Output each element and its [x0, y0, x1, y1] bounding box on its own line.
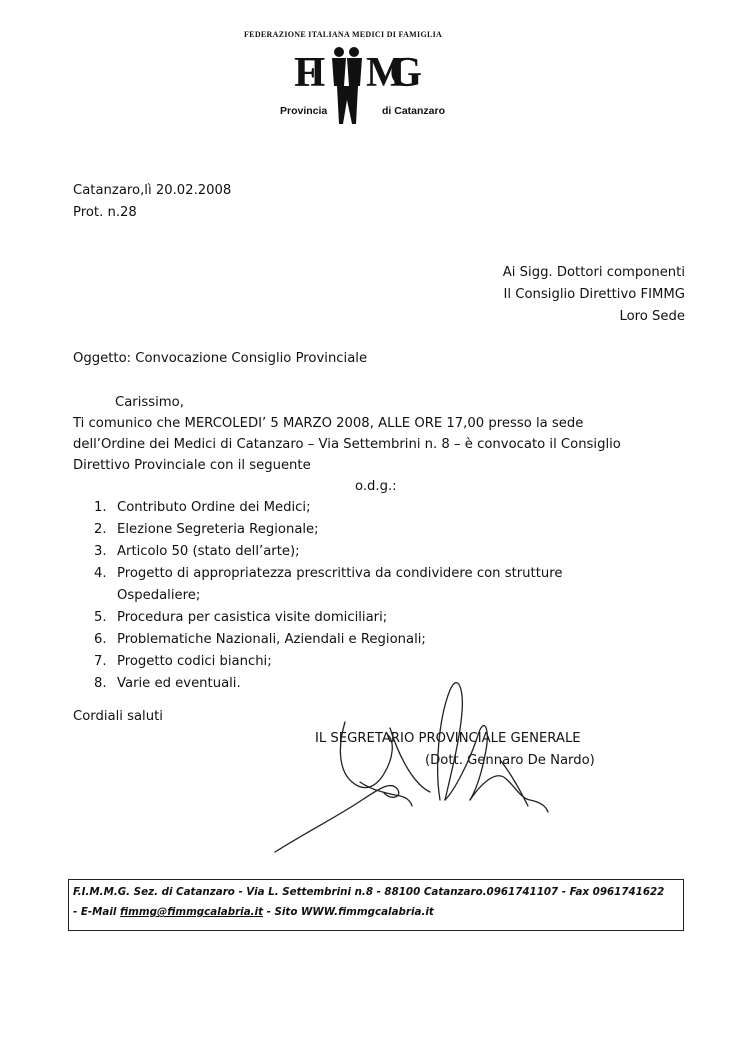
province-label: Provincia	[280, 105, 328, 117]
closing: Cordiali saluti	[73, 709, 163, 724]
agenda-item: 6. Problematiche Nazionali, Aziendali e Regionali;	[94, 632, 426, 647]
subject-line: Oggetto: Convocazione Consiglio Provinciale	[73, 351, 368, 366]
recipient-block	[503, 262, 685, 328]
website-text: - Sito WWW.fimmgcalabria.it	[263, 906, 434, 918]
agenda-item: 8. Varie ed eventuali.	[94, 676, 241, 691]
fimmg-logo	[294, 42, 464, 132]
agenda-item: 1. Contributo Ordine dei Medici;	[94, 500, 311, 515]
footer-contact-box	[68, 879, 684, 931]
signatory-title: IL SEGRETARIO PROVINCIALE GENERALE	[315, 731, 581, 746]
email-prefix: - E-Mail	[73, 906, 121, 918]
svg-text:MG: MG	[366, 50, 422, 96]
protocol-number: Prot. n.28	[73, 205, 137, 220]
body-line: Ti comunico che MERCOLEDI’ 5 MARZO 2008, ALLE ORE 17,00 presso la sede	[73, 416, 584, 431]
footer-address: F.I.M.M.G. Sez. di Catanzaro - Via L. Settembrini n.8 - 88100 Catanzaro.0961741107 - Fax 0961741622	[73, 886, 665, 898]
greeting: Carissimo,	[115, 395, 184, 410]
province-city: di Catanzaro	[382, 105, 446, 117]
agenda-heading: o.d.g.:	[355, 479, 397, 494]
agenda-list	[85, 497, 562, 695]
svg-text:FI: FI	[294, 50, 326, 96]
signatory-name: (Dott. Gennaro De Nardo)	[425, 753, 595, 768]
agenda-item: 3. Articolo 50 (stato dell’arte);	[94, 544, 300, 559]
agenda-item-continuation: Ospedaliere;	[117, 588, 201, 603]
body-line: dell’Ordine dei Medici di Catanzaro – Via Settembrini n. 8 – è convocato il Consiglio	[73, 437, 621, 452]
body-line: Direttivo Provinciale con il seguente	[73, 458, 311, 473]
agenda-item: 5. Procedura per casistica visite domiciliari;	[94, 610, 388, 625]
recipient-line: Il Consiglio Direttivo FIMMG	[503, 287, 685, 302]
agenda-item: 2. Elezione Segreteria Regionale;	[94, 522, 319, 537]
agenda-item: 4. Progetto di appropriatezza prescrittiva da condividere con strutture	[94, 566, 563, 581]
recipient-line: Ai Sigg. Dottori componenti	[502, 265, 685, 280]
place-date: Catanzaro,lì 20.02.2008	[73, 183, 232, 198]
letterhead	[230, 28, 520, 128]
agenda-item: 7. Progetto codici bianchi;	[94, 654, 272, 669]
email-link[interactable]: fimmg@fimmgcalabria.it	[120, 906, 264, 918]
federation-name: FEDERAZIONE ITALIANA MEDICI DI FAMIGLIA	[244, 30, 443, 39]
recipient-line: Loro Sede	[619, 309, 685, 324]
footer-web	[73, 906, 434, 918]
